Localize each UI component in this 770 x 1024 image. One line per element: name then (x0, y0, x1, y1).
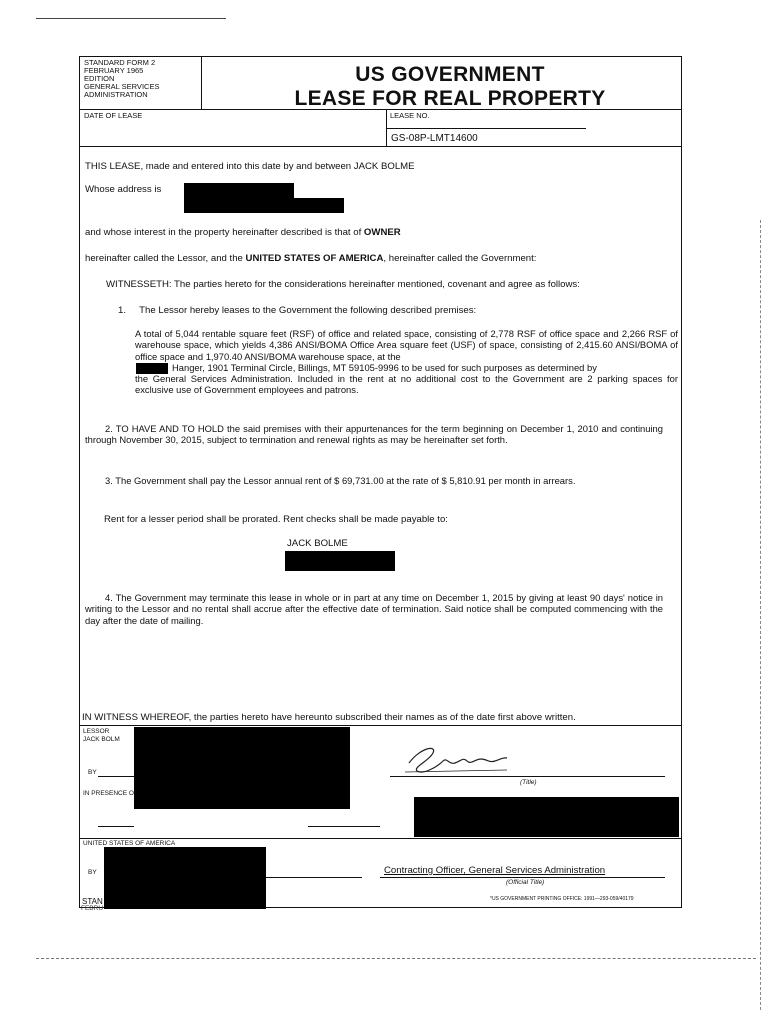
clause-2: 2. TO HAVE AND TO HOLD the said premises with their appurtenances for the term beginning on December 1, 2010 and continuing through November 30, 2015, subject to termination and renewal rights as may be hereinafter set forth. (85, 423, 663, 446)
address-label: Whose address is (85, 184, 162, 195)
clause-1-number: 1. (118, 305, 127, 316)
document-title: US GOVERNMENT (355, 63, 545, 86)
clause-1-body-b: Hanger, 1901 Terminal Circle, Billings, MT 59105-9996 to be used for such purposes as determined by (172, 362, 597, 373)
scan-edge-right (760, 220, 761, 1010)
lease-no-underline (386, 128, 586, 129)
lessor-title-line (390, 776, 665, 777)
footer-form-date: FEBRU (81, 905, 104, 912)
interest-prefix: and whose interest in the property hereinafter described is that of (85, 227, 362, 238)
lessor-signature (403, 741, 513, 777)
interest-line (85, 227, 401, 238)
clause-1-lead (118, 305, 476, 316)
witnesseth-line: WITNESSETH: The parties hereto for the considerations hereinafter mentioned, covenant and agree as follows: (106, 279, 580, 290)
date-of-lease-label: DATE OF LEASE (84, 111, 143, 120)
form-id-line: ADMINISTRATION (84, 90, 148, 99)
form-id-line: GENERAL SERVICES (84, 82, 160, 91)
lessor-name: JACK BOLM (83, 736, 120, 743)
interest-value: OWNER (363, 227, 401, 238)
government-by-label: BY (88, 869, 97, 876)
witness-line: IN WITNESS WHEREOF, the parties hereto have hereunto subscribed their names as of the date first above written. (82, 712, 576, 723)
lease-no-label: LEASE NO. (390, 111, 430, 120)
lessor-title-label: (Title) (520, 779, 537, 786)
called-suffix: , hereinafter called the Government: (383, 253, 537, 264)
clause-1-body-a: A total of 5,044 rentable square feet (RSF) of office and related space, consisting of 2,778 RSF of office space and 2,266 RSF of warehouse space, which yields 4,386 ANSI/BOMA Office Area square feet (USF) of space, consisting of 2,415.60 ANSI/BOMA of office space and 1,970.40 ANSI/BOMA warehouse space, at the (135, 328, 678, 362)
rent-line: Rent for a lesser period shall be prorated. Rent checks shall be made payable to: (104, 514, 448, 525)
lessor-signature-line (98, 776, 134, 777)
lease-form (79, 56, 682, 908)
scan-edge-top (36, 18, 226, 19)
lessor-by-label: BY (88, 769, 97, 776)
government-signature-line (266, 877, 362, 878)
form-id-line: EDITION (84, 74, 115, 83)
header-rule (80, 109, 681, 110)
contracting-officer-title: Contracting Officer, General Services Administration (384, 865, 606, 876)
witness-signature-line-2 (308, 826, 380, 827)
printing-office-note: *US GOVERNMENT PRINTING OFFICE: 1991—293-059/40179 (490, 896, 634, 902)
officer-title-line (380, 877, 665, 878)
called-party: UNITED STATES OF AMERICA (245, 253, 384, 264)
lessor-label: LESSOR (83, 728, 110, 735)
witness-rule (80, 725, 681, 726)
redaction-block (285, 551, 395, 571)
official-title-label: (Official Title) (506, 879, 545, 886)
clause-3: 3. The Government shall pay the Lessor annual rent of $ 69,731.00 at the rate of $ 5,810.91 per month in arrears. (105, 475, 576, 486)
clause-4: 4. The Government may terminate this lease in whole or in part at any time on December 1, 2015 by giving at least 90 days' notice in writing to the Lessor and no rental shall accrue after the effective date of termination. Said notice shall be computed commencing with the day after the date of mailing. (85, 592, 663, 626)
redaction-block (134, 727, 350, 809)
called-prefix: hereinafter called the Lessor, and the (85, 253, 243, 264)
scan-edge-bottom (36, 958, 756, 959)
form-identifier (80, 57, 202, 109)
redaction-block (104, 847, 266, 909)
lease-number: GS-08P-LMT14600 (391, 133, 478, 144)
header-bottom-rule (80, 146, 681, 147)
form-id-line: STANDARD FORM 2 (84, 58, 156, 67)
form-id-line: FEBRUARY 1965 (84, 66, 144, 75)
document-subtitle: LEASE FOR REAL PROPERTY (294, 87, 606, 110)
called-line (85, 253, 536, 264)
government-rule (80, 838, 681, 839)
presence-label: IN PRESENCE OF (83, 790, 138, 797)
intro-line: THIS LEASE, made and entered into this date by and between JACK BOLME (85, 161, 415, 172)
witness-signature-line (98, 826, 134, 827)
footer-form-id: STAN (82, 897, 103, 906)
government-label: UNITED STATES OF AMERICA (83, 840, 176, 847)
clause-1-body-c: the General Services Administration. Included in the rent at no additional cost to the Government are 2 parking spaces for exclusive use of Government employees and patrons. (135, 373, 678, 396)
redaction-block (414, 797, 679, 837)
payee-name: JACK BOLME (287, 538, 348, 549)
clause-1-lead-text: The Lessor hereby leases to the Government the following described premises: (139, 305, 477, 316)
redaction-block (184, 198, 344, 213)
